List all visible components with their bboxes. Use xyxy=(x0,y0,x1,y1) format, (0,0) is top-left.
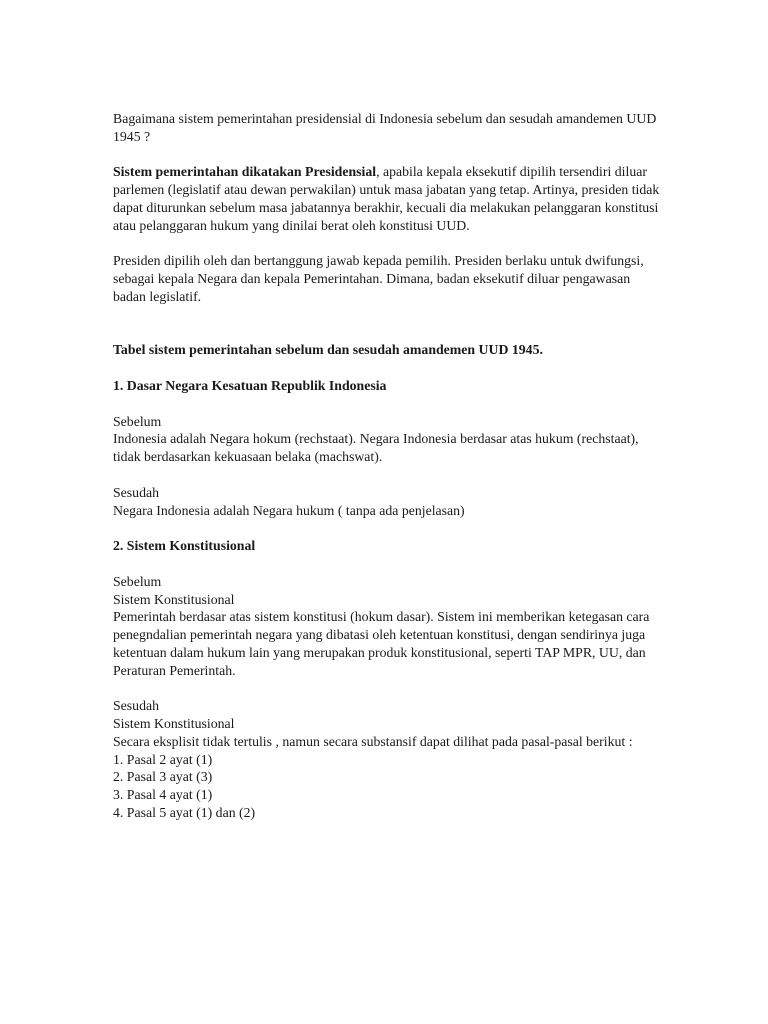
section-1-before-label: Sebelum xyxy=(113,413,162,429)
section-1-after-label: Sesudah xyxy=(113,484,159,500)
list-item: 4. Pasal 5 ayat (1) dan (2) xyxy=(113,805,256,821)
definition-rest: , apabila kepala eksekutif dipilih tersendiri diluar parlemen (legislatif atau dewan perwakilan) untuk masa jabatan yang tetap. Artinya, presiden tidak dapat diturunkan sebelum masa jabatannya berakhir, kecuali dia melakukan pelanggaran konstitusi atau pelanggaran hukum yang dinilai berat oleh konstitusi UUD. xyxy=(113,164,660,233)
definition-bold-lead: Sistem pemerintahan dikatakan Presidensial xyxy=(113,164,377,180)
section-2-after-label: Sesudah xyxy=(113,698,159,714)
table-title: Tabel sistem pemerintahan sebelum dan sesudah amandemen UUD 1945. xyxy=(113,342,543,358)
paragraph-president: Presiden dipilih oleh dan bertanggung jawab kepada pemilih. Presiden berlaku untuk dwifungsi, sebagai kepala Negara dan kepala Pemerintahan. Dimana, badan eksekutif diluar pengawasan badan legislatif. xyxy=(113,253,644,304)
section-2-heading: 2. Sistem Konstitusional xyxy=(113,538,256,554)
list-item: 3. Pasal 4 ayat (1) xyxy=(113,787,213,803)
section-2-before-label: Sebelum xyxy=(113,573,162,589)
section-2-after-text: Secara eksplisit tidak tertulis , namun secara substansif dapat dilihat pada pasal-pasal berikut : xyxy=(113,733,633,749)
list-item: 2. Pasal 3 ayat (3) xyxy=(113,769,213,785)
section-2-before-sub: Sistem Konstitusional xyxy=(113,591,235,607)
section-1-heading: 1. Dasar Negara Kesatuan Republik Indonesia xyxy=(113,377,387,393)
definition-paragraph xyxy=(113,163,663,234)
section-1-after-text: Negara Indonesia adalah Negara hukum ( tanpa ada penjelasan) xyxy=(113,502,465,518)
pasal-list xyxy=(113,751,663,822)
section-1-before-text: Indonesia adalah Negara hokum (rechstaat). Negara Indonesia berdasar atas hukum (rechstaat), tidak berdasarkan kekuasaan belaka (machswat). xyxy=(113,431,639,465)
section-2-before-text: Pemerintah berdasar atas sistem konstitusi (hokum dasar). Sistem ini memberikan ketegasan cara penegndalian pemerintah negara yang dibatasi oleh ketentuan konstitusi, dengan sendirinya juga ketentuan dalam hukum lain yang merupakan produk konstitusional, seperti TAP MPR, UU, dan Peraturan Pemerintah. xyxy=(113,609,650,678)
section-2-after-sub: Sistem Konstitusional xyxy=(113,716,235,732)
document-page xyxy=(113,110,663,822)
list-item: 1. Pasal 2 ayat (1) xyxy=(113,751,213,767)
question-text: Bagaimana sistem pemerintahan presidensial di Indonesia sebelum dan sesudah amandemen UUD 1945 ? xyxy=(113,111,657,144)
